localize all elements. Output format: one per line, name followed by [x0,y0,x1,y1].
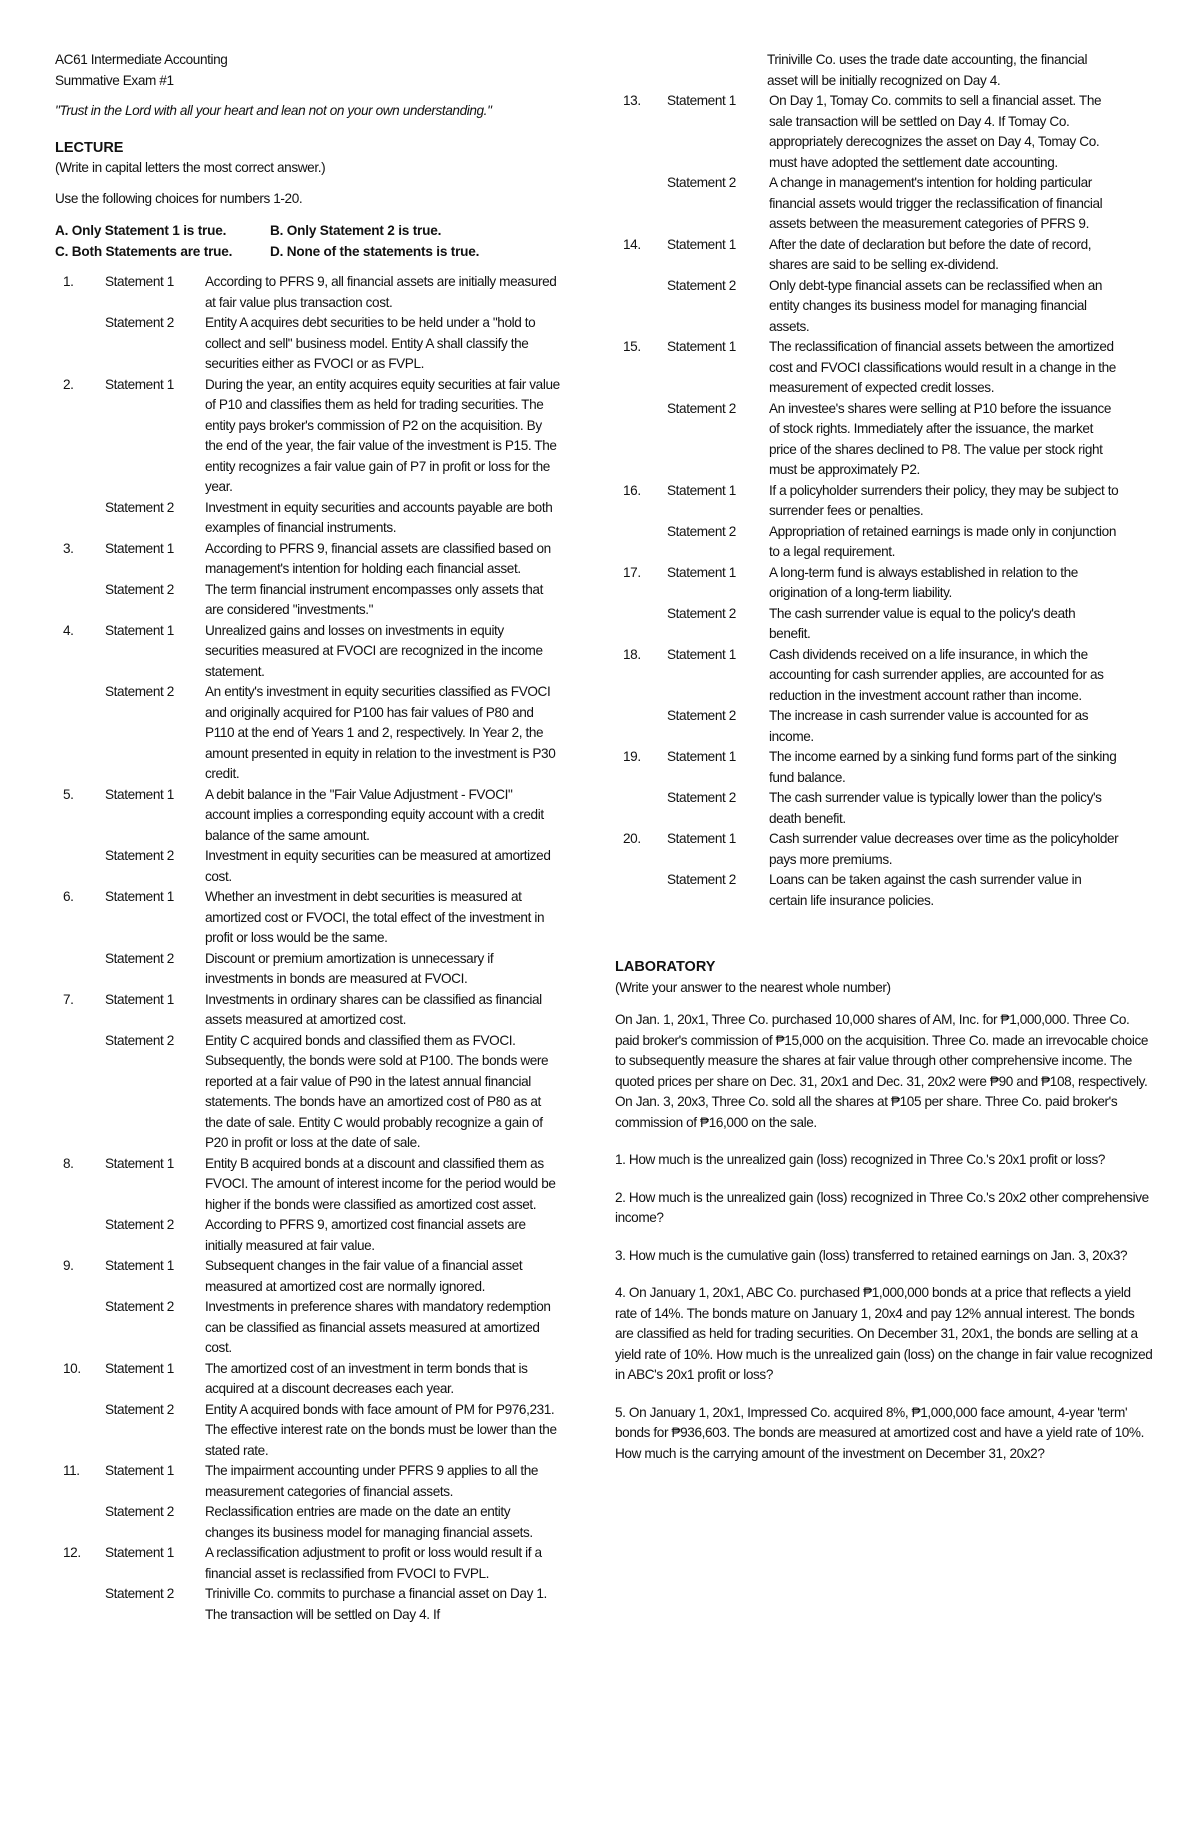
statement-continuation: Triniville Co. uses the trade date accounting, the financial asset will be initially recognized on Day 4. [767,52,1088,88]
statement-text: Appropriation of retained earnings is made only in conjunction to a legal requirement. [769,523,1116,559]
statement-row [55,375,570,498]
statement-label: Statement 1 [105,1258,174,1273]
statement-row [55,949,570,990]
statement-label: Statement 1 [667,646,736,662]
statement-text: Reclassification entries are made on the date an entity changes its business model for managing financial assets. [205,1504,533,1540]
statement-label: Statement 1 [667,749,736,764]
statement-text: Loans can be taken against the cash surrender value in certain life insurance policies. [769,872,1082,908]
item-number [55,1400,105,1462]
statement-label: Statement 2 [105,499,174,515]
item-number: 14. [623,236,641,252]
laboratory-scenario: On Jan. 1, 20x1, Three Co. purchased 10,000 shares of AM, Inc. for ₱1,000,000. Three Co. paid broker's commission of ₱15,000 on the acquisition. Three Co. made an irrevocable choice to subsequently measure the shares at fair value through other comprehensive income. The quoted prices per share on Dec. 31, 20x1 and Dec. 31, 20x2 were ₱90 and ₱108, respectively. On Jan. 3, 20x3, Three Co. sold all the shares at ₱105 per share. Three Co. paid broker's commission of ₱16,000 on the sale. [615,1012,1149,1130]
statement-label: Statement 2 [667,872,736,887]
statement-text: The term financial instrument encompasses only assets that are considered "investments." [205,581,543,617]
statement-text: Cash surrender value decreases over time as the policyholder pays more premiums. [769,831,1119,867]
left-column [55,50,570,1625]
statement-text: Whether an investment in debt securities is measured at amortized cost or FVOCI, the total effect of the investment in profit or loss would be the same. [205,889,545,945]
statement-row [55,1502,570,1543]
statement-label: Statement 2 [667,175,736,190]
statement-label: Statement 2 [667,708,736,723]
statement-row [55,580,570,621]
laboratory-heading: LABORATORY [615,959,716,975]
choice-b: B. Only Statement 2 is true. [270,223,442,238]
statement-row [55,1215,570,1256]
item-number: 17. [623,564,641,580]
statement-label: Statement 1 [105,991,174,1007]
statement-row [55,1031,570,1154]
item-number [615,522,667,563]
statement-label: Statement 2 [667,277,736,293]
bible-quote: "Trust in the Lord with all your heart and lean not on your own understanding." [55,103,492,118]
item-number: 3. [63,540,74,556]
statement-row [55,785,570,847]
item-number: 9. [63,1258,74,1273]
statement-label: Statement 1 [105,274,174,289]
statement-row [615,235,1145,276]
item-number [55,682,105,785]
statement-text: Only debt-type financial assets can be reclassified when an entity changes its business model for managing financial assets. [769,277,1103,334]
item-number: 16. [623,482,641,498]
statement-row [55,1256,570,1297]
statement-label: Statement 1 [105,786,174,802]
item-number [615,276,667,338]
item-number [55,1215,105,1256]
lecture-heading: LECTURE [55,139,124,156]
statement-label: Statement 1 [105,1155,174,1171]
statement-text: During the year, an entity acquires equity securities at fair value of P10 and classifies them as held for trading securities. The entity pays broker's commission of P2 on the acquisition. By the end of the year, the fair value of the investment is P15. The entity recognizes a fair value gain of P7 in profit or loss for the year. [205,376,560,494]
statement-label: Statement 2 [105,950,174,966]
statement-row [615,399,1145,481]
statement-row [615,870,1145,911]
statement-row [615,91,1145,173]
item-number: 2. [63,376,74,392]
statement-row [615,706,1145,747]
laboratory-question: 1. How much is the unrealized gain (loss) recognized in Three Co.'s 20x1 profit or loss? [615,1152,1106,1167]
statement-text: A debit balance in the "Fair Value Adjustment - FVOCI" account implies a corresponding equity account with a credit balance of the same amount. [205,786,544,843]
statement-row [615,173,1145,235]
statement-text: Entity C acquired bonds and classified them as FVOCI. Subsequently, the bonds were sold at P100. The bonds were reported at a fair value of P90 in the latest annual financial statements. The bonds have an amortized cost of P80 as at the date of sale. Entity C would probably recognize a gain of P20 in profit or loss at the date of sale. [205,1032,549,1150]
item-number: 13. [623,93,641,108]
item-number: 6. [63,889,74,904]
item-number [55,949,105,990]
laboratory-question: 4. On January 1, 20x1, ABC Co. purchased ₱1,000,000 bonds at a price that reflects a yield rate of 14%. The bonds mature on January 1, 20x4 and pay 12% annual interest. The bonds are classified as held for trading securities. On December 31, 20x1, the bonds are selling at a yield rate of 10%. How much is the unrealized gain (loss) on the change in fair value recognized in ABC's 20x1 profit or loss? [615,1285,1153,1382]
laboratory-question: 5. On January 1, 20x1, Impressed Co. acquired 8%, ₱1,000,000 face amount, 4-year 'term' bonds for ₱936,603. The bonds are measured at amortized cost and have a yield rate of 10%. How much is the carrying amount of the investment on December 31, 20x2? [615,1404,1144,1461]
statement-label: Statement 1 [667,831,736,846]
statement-row [55,272,570,313]
statement-row [55,1297,570,1359]
answer-choices [55,221,570,262]
statement-text: The reclassification of financial assets between the amortized cost and FVOCI classifications would result in a change in the measurement of expected credit losses. [769,339,1116,395]
statement-label: Statement 2 [105,1586,174,1601]
statement-row [615,788,1145,829]
statement-label: Statement 1 [667,482,736,498]
choice-c: C. Both Statements are true. [55,243,233,259]
statement-list-right [615,91,1145,911]
choices-intro: Use the following choices for numbers 1-20. [55,190,303,206]
item-number [615,173,667,235]
item-number: 19. [623,749,641,764]
statement-text: The cash surrender value is typically lower than the policy's death benefit. [769,790,1102,826]
statement-row [55,1154,570,1216]
statement-text: After the date of declaration but before the date of record, shares are said to be selling ex-dividend. [769,236,1092,272]
statement-row [615,337,1145,399]
statement-row [55,539,570,580]
item-number [55,580,105,621]
statement-text: Entity A acquires debt securities to be held under a "hold to collect and sell" business model. Entity A shall classify the securities either as FVOCI or as FVPL. [205,315,536,371]
statement-text: The cash surrender value is equal to the policy's death benefit. [769,605,1076,641]
lecture-instruction: (Write in capital letters the most correct answer.) [55,160,326,175]
statement-text: A change in management's intention for holding particular financial assets would trigger the reclassification of financial assets between the measurement categories of PFRS 9. [769,175,1103,231]
statement-text: Investment in equity securities and accounts payable are both examples of financial instruments. [205,499,553,535]
statement-text: If a policyholder surrenders their policy, they may be subject to surrender fees or penalties. [769,482,1119,518]
statement-row [55,1461,570,1502]
item-number: 5. [63,786,74,802]
statement-text: An entity's investment in equity securities classified as FVOCI and originally acquired for P100 has fair values of P80 and P110 at the end of Years 1 and 2, respectively. In Year 2, the amount presented in equity in relation to the investment is P30 credit. [205,684,556,781]
item-number [55,846,105,887]
statement-row [55,1543,570,1584]
exam-title: Summative Exam #1 [55,72,174,88]
statement-label: Statement 1 [105,540,174,556]
statement-label: Statement 1 [105,1463,174,1478]
statement-text: According to PFRS 9, financial assets are classified based on management's intention for holding each financial asset. [205,540,551,576]
statement-text: A reclassification adjustment to profit or loss would result if a financial asset is reclassified from FVOCI to FVPL. [205,1545,542,1581]
statement-row [615,604,1145,645]
laboratory-instruction: (Write your answer to the nearest whole number) [615,979,891,995]
statement-row [615,829,1145,870]
statement-label: Statement 2 [105,848,174,863]
statement-label: Statement 2 [105,1299,174,1314]
item-number [615,399,667,481]
statement-row [55,313,570,375]
statement-row [55,682,570,785]
statement-text: The increase in cash surrender value is accounted for as income. [769,708,1089,744]
statement-text: The income earned by a sinking fund forms part of the sinking fund balance. [769,749,1117,785]
statement-label: Statement 1 [105,1545,174,1560]
item-number [55,1502,105,1543]
item-number [55,498,105,539]
choice-d: D. None of the statements is true. [270,243,480,259]
statement-text: Entity B acquired bonds at a discount and classified them as FVOCI. The amount of interest income for the period would be higher if the bonds were classified as amortized cost asset. [205,1155,556,1212]
statement-row [55,1359,570,1400]
item-number [615,706,667,747]
choice-a: A. Only Statement 1 is true. [55,223,227,238]
statement-label: Statement 1 [105,376,174,392]
item-number [55,1297,105,1359]
item-number: 12. [63,1545,81,1560]
statement-text: Subsequent changes in the fair value of a financial asset measured at amortized cost are normally ignored. [205,1258,523,1294]
item-number [615,788,667,829]
statement-label: Statement 2 [105,581,174,597]
statement-row [615,276,1145,338]
item-number [55,1031,105,1154]
statement-text: Discount or premium amortization is unnecessary if investments in bonds are measured at FVOCI. [205,950,494,986]
right-column [615,50,1153,1464]
statement-text: Investments in ordinary shares can be classified as financial assets measured at amortized cost. [205,991,542,1027]
item-number [615,604,667,645]
statement-label: Statement 2 [105,1504,174,1519]
statement-text: A long-term fund is always established in relation to the origination of a long-term liability. [769,564,1078,600]
item-number [55,313,105,375]
statement-text: The impairment accounting under PFRS 9 applies to all the measurement categories of financial assets. [205,1463,539,1499]
statement-label: Statement 1 [667,236,736,252]
statement-text: According to PFRS 9, amortized cost financial assets are initially measured at fair value. [205,1217,526,1253]
statement-list-left [55,272,570,1625]
statement-row [615,481,1145,522]
statement-row [615,563,1145,604]
statement-text: According to PFRS 9, all financial assets are initially measured at fair value plus transaction cost. [205,274,557,310]
statement-row [55,621,570,683]
statement-row [55,887,570,949]
statement-row [55,498,570,539]
item-number [615,870,667,911]
statement-label: Statement 1 [667,339,736,354]
statement-text: Cash dividends received on a life insurance, in which the accounting for cash surrender applies, are accounted for as reduction in the investment account rather than income. [769,646,1104,703]
statement-label: Statement 2 [105,1032,174,1048]
statement-text: Entity A acquired bonds with face amount of PM for P976,231. The effective interest rate on the bonds must be lower than the stated rate. [205,1401,557,1458]
statement-label: Statement 1 [667,564,736,580]
statement-label: Statement 1 [105,889,174,904]
statement-row [55,990,570,1031]
statement-label: Statement 1 [105,622,174,638]
laboratory-question: 2. How much is the unrealized gain (loss) recognized in Three Co.'s 20x2 other comprehensive income? [615,1189,1149,1225]
statement-label: Statement 1 [105,1360,174,1376]
statement-label: Statement 2 [105,315,174,330]
item-number: 8. [63,1155,74,1171]
item-number: 18. [623,646,641,662]
statement-row [615,747,1145,788]
statement-text: Unrealized gains and losses on investments in equity securities measured at FVOCI are recognized in the income statement. [205,622,543,679]
statement-row [615,522,1145,563]
item-number: 7. [63,991,74,1007]
statement-row [615,645,1145,707]
statement-label: Statement 2 [667,400,736,416]
item-number: 15. [623,339,641,354]
item-number: 1. [63,274,74,289]
statement-label: Statement 2 [105,1217,174,1232]
statement-text: The amortized cost of an investment in term bonds that is acquired at a discount decreases each year. [205,1360,528,1396]
statement-label: Statement 2 [667,605,736,621]
item-number: 4. [63,622,74,638]
statement-label: Statement 2 [667,790,736,805]
item-number: 10. [63,1360,81,1376]
laboratory-question: 3. How much is the cumulative gain (loss) transferred to retained earnings on Jan. 3, 20x3? [615,1247,1128,1263]
statement-row [55,1400,570,1462]
item-number [55,1584,105,1625]
statement-text: Investments in preference shares with mandatory redemption can be classified as financial assets measured at amortized cost. [205,1299,551,1355]
statement-text: Investment in equity securities can be measured at amortized cost. [205,848,551,884]
statement-label: Statement 2 [105,684,174,699]
statement-label: Statement 1 [667,93,736,108]
statement-text: On Day 1, Tomay Co. commits to sell a financial asset. The sale transaction will be settled on Day 4. If Tomay Co. appropriately derecognizes the asset on Day 4, Tomay Co. must have adopted the settlement date accounting. [769,93,1102,170]
statement-label: Statement 2 [105,1401,174,1417]
statement-row [55,846,570,887]
course-title: AC61 Intermediate Accounting [55,52,228,67]
item-number: 20. [623,831,641,846]
item-number: 11. [63,1463,80,1478]
statement-row [55,1584,570,1625]
statement-text: Triniville Co. commits to purchase a financial asset on Day 1. The transaction will be settled on Day 4. If [205,1586,547,1622]
statement-label: Statement 2 [667,523,736,539]
statement-text: An investee's shares were selling at P10 before the issuance of stock rights. Immediately after the issuance, the market price of the shares declined to P8. The value per stock right must be approximately P2. [769,400,1112,477]
